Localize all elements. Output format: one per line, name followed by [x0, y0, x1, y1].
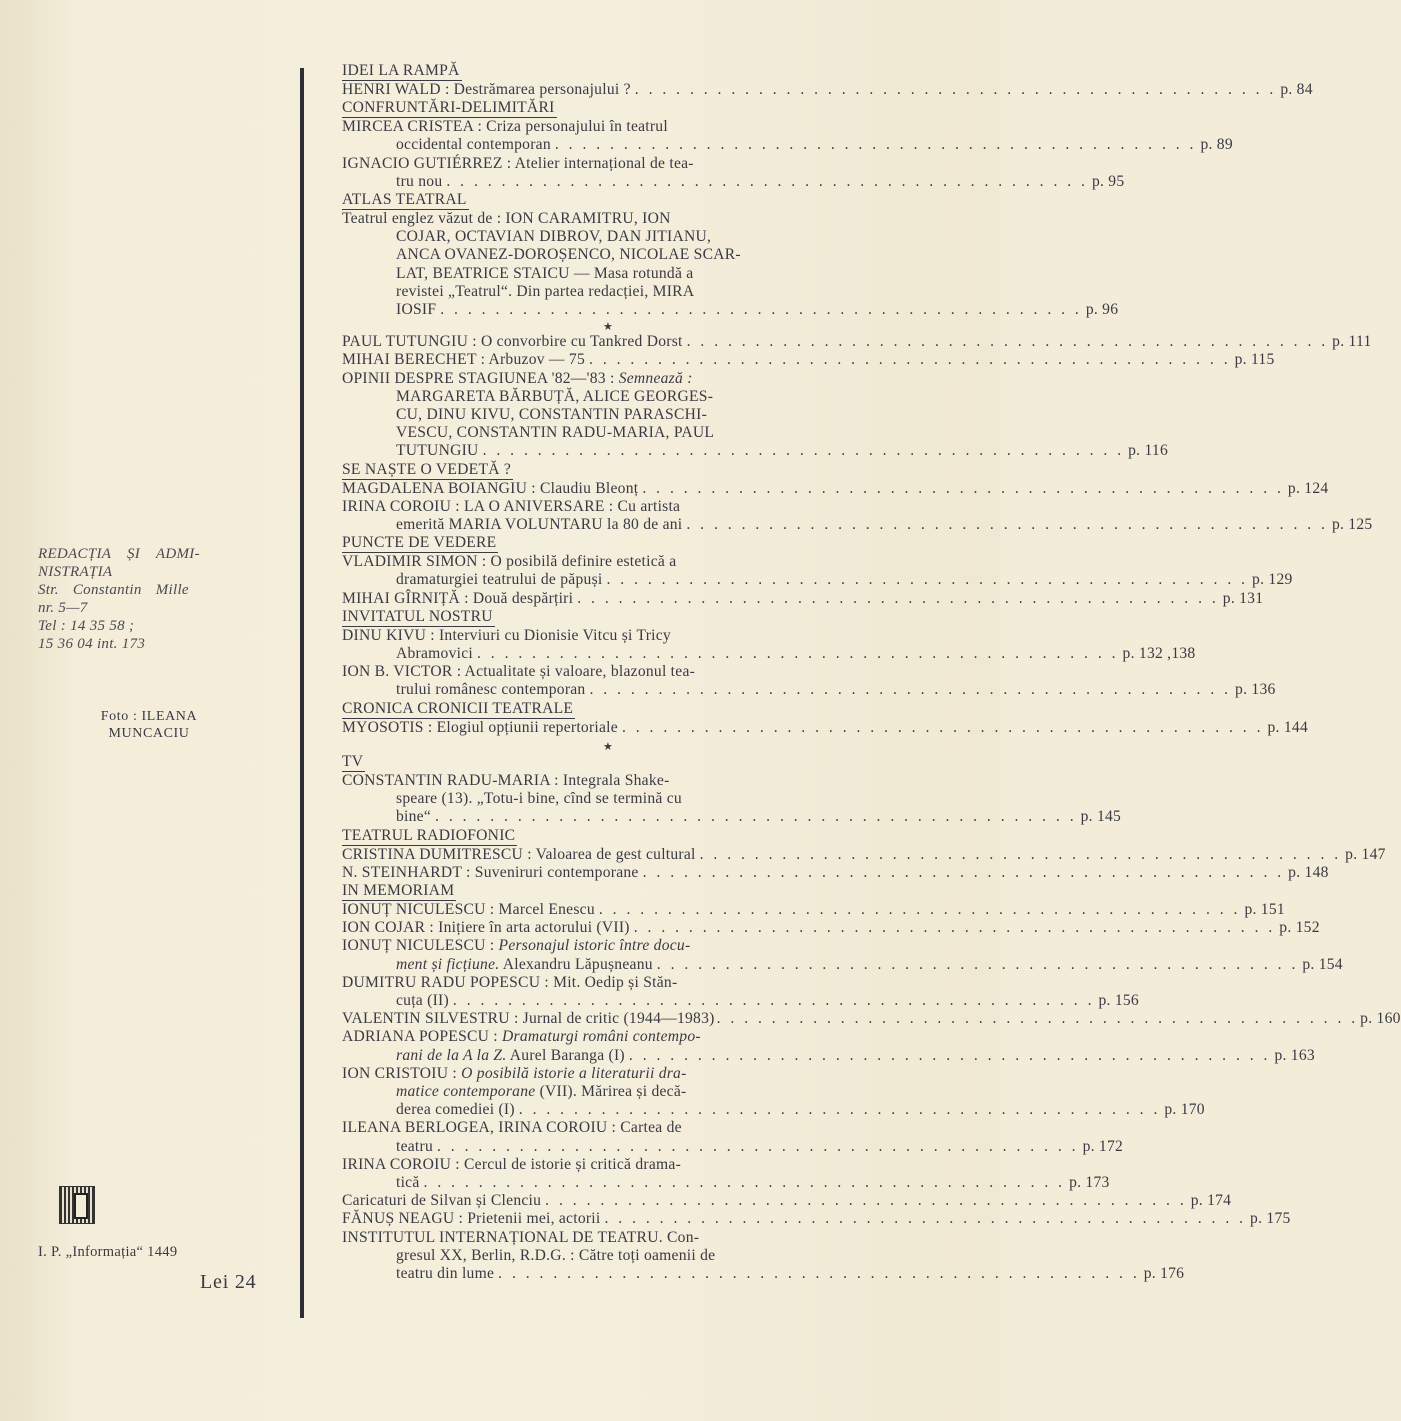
photo-credit-name: MUNCACIU [108, 726, 190, 741]
toc-entry: MAGDALENA BOIANGIU : Claudiu Bleonț. . . p. 124 [342, 480, 882, 498]
toc-entry: DUMITRU RADU POPESCU : Mit. Oedip și Stăn- cuța (II). . . p. 156 [342, 974, 882, 1010]
photo-credit [38, 708, 260, 742]
section-heading: IDEI LA RAMPĂ [342, 62, 460, 79]
toc-entry: CONSTANTIN RADU-MARIA : Integrala Shake- speare (13). „Totu-i bine, cînd se termină cu bine“. . . p. 145 [342, 772, 882, 827]
section-heading: SE NAȘTE O VEDETĂ ? [342, 460, 512, 478]
column-divider [300, 68, 304, 1318]
toc-entry: N. STEINHARDT : Suveniruri contemporane. . . p. 148 [342, 864, 882, 882]
imprint: I. P. „Informația“ 1449 [38, 1244, 178, 1260]
toc-entry: MYOSOTIS : Elogiul opțiunii repertoriale. . . p. 144 [342, 719, 882, 737]
publisher-logo-icon [59, 1186, 95, 1224]
toc-entry: IRINA COROIU : LA O ANIVERSARE : Cu artista emerită MARIA VOLUNTARU la 80 de ani. . . p. 125 [342, 498, 882, 534]
section-heading: ATLAS TEATRAL [342, 191, 467, 209]
star-icon: ★ [602, 740, 614, 753]
toc-entry: INSTITUTUL INTERNAȚIONAL DE TEATRU. Con- gresul XX, Berlin, R.D.G. : Către toți oamenii de teatru din lume. . . p. 176 [342, 1229, 882, 1284]
table-of-contents [342, 62, 1401, 1283]
toc-entry: VALENTIN SILVESTRU : Jurnal de critic (1944—1983). . . p. 160 [342, 1010, 882, 1028]
price: Lei 24 [200, 1271, 257, 1293]
toc-entry: CRISTINA DUMITRESCU : Valoarea de gest cultural. . . p. 147 [342, 846, 882, 864]
toc-entry: IONUȚ NICULESCU : Marcel Enescu. . . p. 151 [342, 901, 882, 919]
toc-entry: HENRI WALD : Destrămarea personajului ?. . . p. 84 [342, 81, 882, 99]
toc-entry: PAUL TUTUNGIU : O convorbire cu Tankred Dorst. . . p. 111 [342, 333, 882, 351]
toc-entry: MIHAI GÎRNIȚĂ : Două despărțiri. . . p. 131 [342, 590, 882, 608]
section-heading: INVITATUL NOSTRU [342, 607, 493, 625]
address-line: Tel : 14 35 58 ; [38, 618, 135, 634]
toc-entry: IGNACIO GUTIÉRREZ : Atelier internațional de tea- tru nou. . . p. 95 [342, 155, 882, 191]
editorial-address [38, 545, 278, 653]
toc-entry: DINU KIVU : Interviuri cu Dionisie Vitcu și Tricy Abramovici. . . p. 132 ,138 [342, 627, 882, 663]
toc-entry: IONUȚ NICULESCU : Personajul istoric între docu- ment și ficțiune. Alexandru Lăpușneanu. . . p. 154 [342, 937, 882, 973]
section-heading: IN MEMORIAM [342, 881, 455, 899]
toc-entry: Caricaturi de Silvan și Clenciu. . . p. 174 [342, 1192, 882, 1210]
section-heading: PUNCTE DE VEDERE [342, 534, 497, 552]
toc-entry: VLADIMIR SIMON : O posibilă definire estetică a dramaturgiei teatrului de păpuși. . . p. 129 [342, 553, 882, 589]
photo-credit-label: Foto : ILEANA [100, 709, 198, 724]
toc-entry: Teatrul englez văzut de : ION CARAMITRU, ION COJAR, OCTAVIAN DIBROV, DAN JITIANU, ANCA OVANEZ-DOROȘENCO, NICOLAE SCAR- LAT, BEATRICE STAICU — Masa rotundă a revistei „Teatrul“. Din partea redacției, MIRA IOSIF. . . p. 96 [342, 210, 882, 319]
address-line: 15 36 04 int. 173 [38, 636, 146, 652]
section-heading: CRONICA CRONICII TEATRALE [342, 699, 574, 717]
section-heading: TEATRUL RADIOFONIC [342, 826, 516, 844]
toc-entry: ILEANA BERLOGEA, IRINA COROIU : Cartea de teatru. . . p. 172 [342, 1119, 882, 1155]
toc-entry: ION CRISTOIU : O posibilă istorie a literaturii dra- matice contemporane (VII). Mărirea și decă- derea comediei (I). . . p. 170 [342, 1065, 882, 1120]
toc-entry: MIRCEA CRISTEA : Criza personajului în teatrul occidental contemporan. . . p. 89 [342, 118, 882, 154]
toc-entry: ION COJAR : Inițiere în arta actorului (VII). . . p. 152 [342, 919, 882, 937]
star-icon: ★ [602, 321, 614, 334]
address-line: Str. Constantin Mille [38, 582, 189, 598]
toc-entry: ION B. VICTOR : Actualitate și valoare, blazonul tea- trului românesc contemporan. . . p. 136 [342, 663, 882, 699]
toc-entry: MIHAI BERECHET : Arbuzov — 75. . . p. 115 [342, 351, 882, 369]
toc-entry: IRINA COROIU : Cercul de istorie și critică drama- tică. . . p. 173 [342, 1156, 882, 1192]
toc-entry: OPINII DESPRE STAGIUNEA '82—'83 : Semnează : MARGARETA BĂRBUȚĂ, ALICE GEORGES- CU, DINU KIVU, CONSTANTIN PARASCHI- VESCU, CONSTANTIN RADU-MARIA, PAUL TUTUNGIU. . . p. 116 [342, 370, 882, 461]
toc-entry: FĂNUȘ NEAGU : Prietenii mei, actorii. . . p. 175 [342, 1210, 882, 1228]
section-heading: TV [342, 752, 364, 770]
address-line: nr. 5—7 [38, 600, 88, 616]
section-heading: CONFRUNTĂRI-DELIMITĂRI [342, 99, 555, 117]
address-line: NISTRAȚIA [38, 564, 113, 580]
toc-entry: ADRIANA POPESCU : Dramaturgi români contempo- rani de la A la Z. Aurel Baranga (I). . . p. 163 [342, 1028, 882, 1064]
address-line: REDACȚIA ȘI ADMI- [38, 546, 200, 562]
